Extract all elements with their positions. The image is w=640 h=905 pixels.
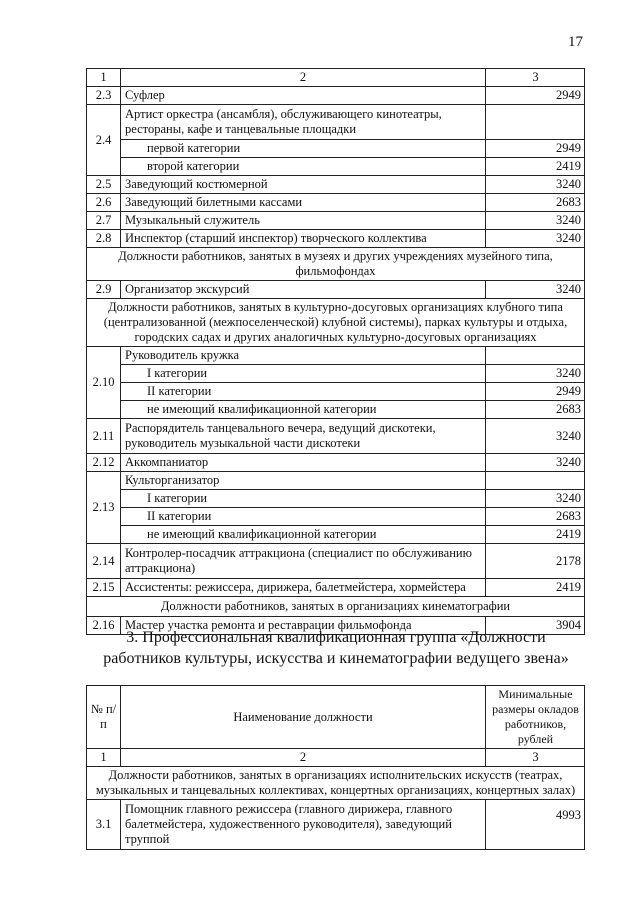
row-number: 2.16 xyxy=(87,617,121,635)
section-row xyxy=(87,767,585,800)
section-heading-cinema: Должности работников, занятых в организациях кинематографии xyxy=(87,597,585,617)
salary-value: 2419 xyxy=(486,579,585,597)
table-row xyxy=(87,579,585,597)
salary-table-part2 xyxy=(86,68,585,635)
row-number: 2.3 xyxy=(87,87,121,105)
column-number-heading: № п/п xyxy=(87,686,121,749)
category-name: первой категории xyxy=(121,140,486,158)
table-subrow xyxy=(87,158,585,176)
page-number: 17 xyxy=(568,34,583,50)
position-name: Культорганизатор xyxy=(121,472,486,490)
table-row xyxy=(87,230,585,248)
row-number: 2.12 xyxy=(87,454,121,472)
row-number: 2.5 xyxy=(87,176,121,194)
table-subrow xyxy=(87,401,585,419)
category-name: I категории xyxy=(121,490,486,508)
salary-value: 3240 xyxy=(486,419,585,454)
row-number: 2.9 xyxy=(87,281,121,299)
position-name: Заведующий билетными кассами xyxy=(121,194,486,212)
table-row xyxy=(87,176,585,194)
header-col-2: 2 xyxy=(121,749,486,767)
position-name: Распорядитель танцевального вечера, ведущий дискотеки, руководитель музыкальной части дискотеки xyxy=(121,419,486,454)
section-heading-clubs: Должности работников, занятых в культурно-досуговых организациях клубного типа (централизованной (межпоселенческой) клубной системы), парках культуры и отдыха, городских садах и других аналогичных культурно-досуговых организациях xyxy=(87,299,585,347)
table-header-row xyxy=(87,69,585,87)
position-name: Организатор экскурсий xyxy=(121,281,486,299)
row-number: 2.15 xyxy=(87,579,121,597)
row-number: 2.7 xyxy=(87,212,121,230)
table-row xyxy=(87,419,585,454)
salary-value: 4993 xyxy=(486,800,585,850)
category-name: II категории xyxy=(121,508,486,526)
header-col-1: 1 xyxy=(87,69,121,87)
section-row xyxy=(87,299,585,347)
row-number: 2.4 xyxy=(87,105,121,176)
position-name: Суфлер xyxy=(121,87,486,105)
row-number: 2.11 xyxy=(87,419,121,454)
section-heading-museums: Должности работников, занятых в музеях и других учреждениях музейного типа, фильмофондах xyxy=(87,248,585,281)
position-name: Руководитель кружка xyxy=(121,347,486,365)
salary-value: 3240 xyxy=(486,490,585,508)
position-name: Инспектор (старший инспектор) творческого коллектива xyxy=(121,230,486,248)
salary-value: 2683 xyxy=(486,508,585,526)
category-name: не имеющий квалификационной категории xyxy=(121,526,486,544)
salary-value: 2178 xyxy=(486,544,585,579)
table-row xyxy=(87,194,585,212)
salary-value xyxy=(486,472,585,490)
position-name: Ассистенты: режиссера, дирижера, балетмейстера, хормейстера xyxy=(121,579,486,597)
salary-value: 2949 xyxy=(486,87,585,105)
column-name-heading: Наименование должности xyxy=(121,686,486,749)
category-name: не имеющий квалификационной категории xyxy=(121,401,486,419)
row-number: 2.13 xyxy=(87,472,121,544)
category-name: I категории xyxy=(121,365,486,383)
section-heading-performing-arts: Должности работников, занятых в организациях исполнительских искусств (театрах, музыкальных и танцевальных коллективах, концертных организациях, концертных залах) xyxy=(87,767,585,800)
table-row xyxy=(87,472,585,490)
section-3-title: 3. Профессиональная квалификационная группа «Должности работников культуры, искусства и кинематографии ведущего звена» xyxy=(103,629,569,667)
table-row xyxy=(87,800,585,850)
category-name: второй категории xyxy=(121,158,486,176)
salary-value xyxy=(486,105,585,140)
salary-value: 3904 xyxy=(486,617,585,635)
table-header-row xyxy=(87,749,585,767)
position-name: Мастер участка ремонта и реставрации фильмофонда xyxy=(121,617,486,635)
category-name: II категории xyxy=(121,383,486,401)
position-name: Заведующий костюмерной xyxy=(121,176,486,194)
salary-value: 2949 xyxy=(486,383,585,401)
table-subrow xyxy=(87,365,585,383)
position-name: Помощник главного режиссера (главного дирижера, главного балетмейстера, художественного руководителя), заведующий труппой xyxy=(121,800,486,850)
table-row xyxy=(87,454,585,472)
column-value-heading: Минимальные размеры окладов работников, рублей xyxy=(486,686,585,749)
section-row xyxy=(87,248,585,281)
salary-value: 3240 xyxy=(486,454,585,472)
table-row xyxy=(87,347,585,365)
table-subrow xyxy=(87,383,585,401)
position-name: Контролер-посадчик аттракциона (специалист по обслуживанию аттракциона) xyxy=(121,544,486,579)
salary-value: 2683 xyxy=(486,401,585,419)
header-col-3: 3 xyxy=(486,749,585,767)
row-number: 2.8 xyxy=(87,230,121,248)
position-name: Музыкальный служитель xyxy=(121,212,486,230)
salary-value: 3240 xyxy=(486,281,585,299)
salary-value: 3240 xyxy=(486,230,585,248)
header-col-1: 1 xyxy=(87,749,121,767)
table-row xyxy=(87,281,585,299)
section-row xyxy=(87,597,585,617)
table-subrow xyxy=(87,490,585,508)
salary-value: 3240 xyxy=(486,176,585,194)
row-number: 2.6 xyxy=(87,194,121,212)
position-name: Аккомпаниатор xyxy=(121,454,486,472)
table-row xyxy=(87,105,585,140)
salary-value: 2419 xyxy=(486,158,585,176)
salary-value: 3240 xyxy=(486,365,585,383)
row-number: 3.1 xyxy=(87,800,121,850)
row-number: 2.10 xyxy=(87,347,121,419)
header-col-2: 2 xyxy=(121,69,486,87)
table-subrow xyxy=(87,526,585,544)
position-name: Артист оркестра (ансамбля), обслуживающего кинотеатры, рестораны, кафе и танцевальные площадки xyxy=(121,105,486,140)
salary-value: 2419 xyxy=(486,526,585,544)
salary-value: 3240 xyxy=(486,212,585,230)
row-number: 2.14 xyxy=(87,544,121,579)
salary-value xyxy=(486,347,585,365)
header-col-3: 3 xyxy=(486,69,585,87)
column-heading-row xyxy=(87,686,585,749)
table-row xyxy=(87,87,585,105)
salary-value: 2949 xyxy=(486,140,585,158)
salary-table-part3 xyxy=(86,685,585,850)
salary-value: 2683 xyxy=(486,194,585,212)
table-subrow xyxy=(87,508,585,526)
table-row xyxy=(87,212,585,230)
table-row xyxy=(87,544,585,579)
table-subrow xyxy=(87,140,585,158)
